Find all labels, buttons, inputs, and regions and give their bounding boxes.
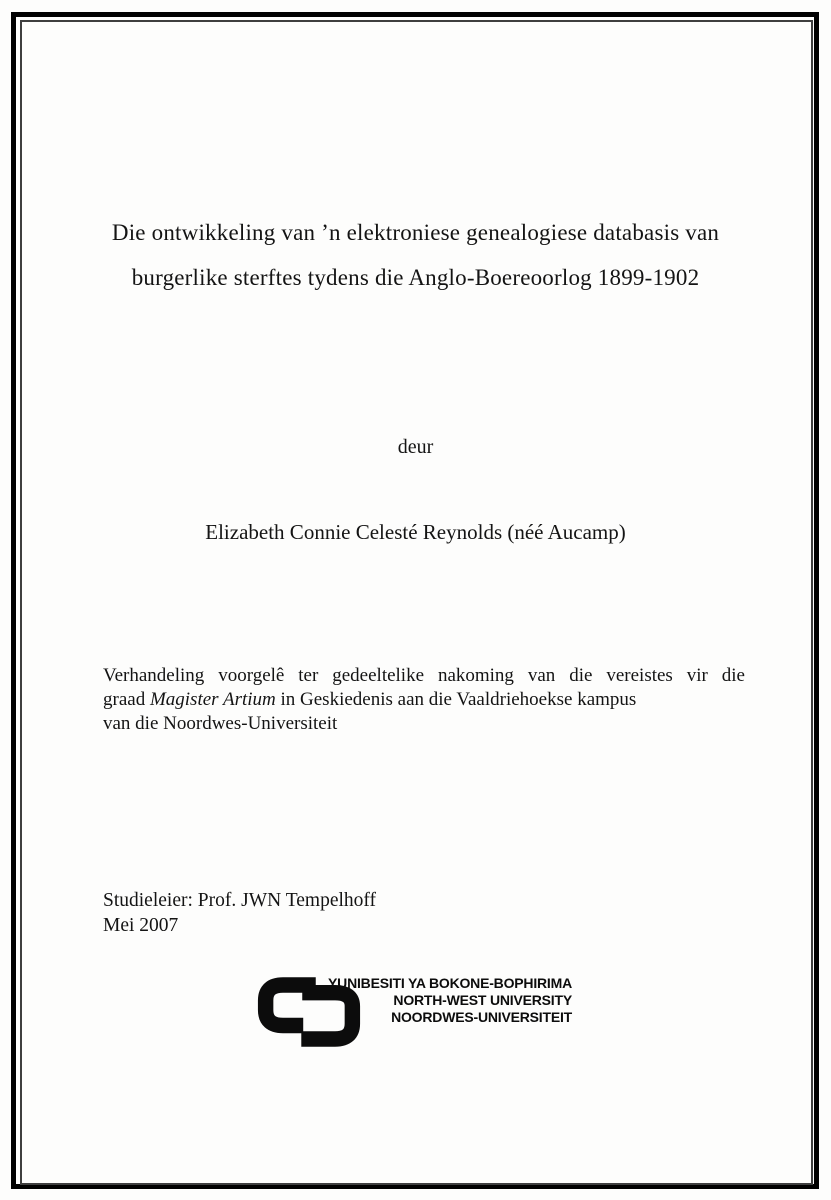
degree-statement-line2: [103, 688, 745, 712]
degree-statement-line3: van die Noordwes-Universiteit: [103, 713, 338, 734]
degree-statement-line2-start: graad: [103, 689, 150, 710]
thesis-title-line2: burgerlike sterftes tydens die Anglo-Boereoorlog 1899-1902: [131, 265, 700, 290]
author-name: Elizabeth Connie Celesté Reynolds (néé Aucamp): [205, 520, 626, 544]
supervisor-line: Studieleier: Prof. JWN Tempelhoff: [103, 890, 377, 911]
degree-statement: [103, 664, 745, 736]
nwu-wordmark-line1: YUNIBESITI YA BOKONE-BOPHIRIMA: [328, 975, 572, 991]
thesis-title-line1: Die ontwikkeling van ’n elektroniese genealogiese databasis van: [111, 220, 720, 245]
nwu-wordmark: [318, 975, 572, 1026]
degree-name-italic: Magister Artium: [149, 689, 276, 710]
byline: deur: [397, 436, 434, 458]
nwu-wordmark-line3: NOORDWES-UNIVERSITEIT: [391, 1009, 572, 1025]
degree-statement-line1: Verhandeling voorgelê ter gedeeltelike nakoming van die vereistes vir die: [103, 665, 745, 686]
nwu-wordmark-line2: NORTH-WEST UNIVERSITY: [393, 992, 572, 1008]
supervisor-block: [103, 888, 376, 938]
nwu-logo: [256, 974, 586, 1054]
thesis-title: [40, 210, 791, 300]
date-line: Mei 2007: [103, 915, 179, 936]
degree-statement-line2-end: in Geskiedenis aan die Vaaldriehoekse kampus: [275, 689, 637, 710]
